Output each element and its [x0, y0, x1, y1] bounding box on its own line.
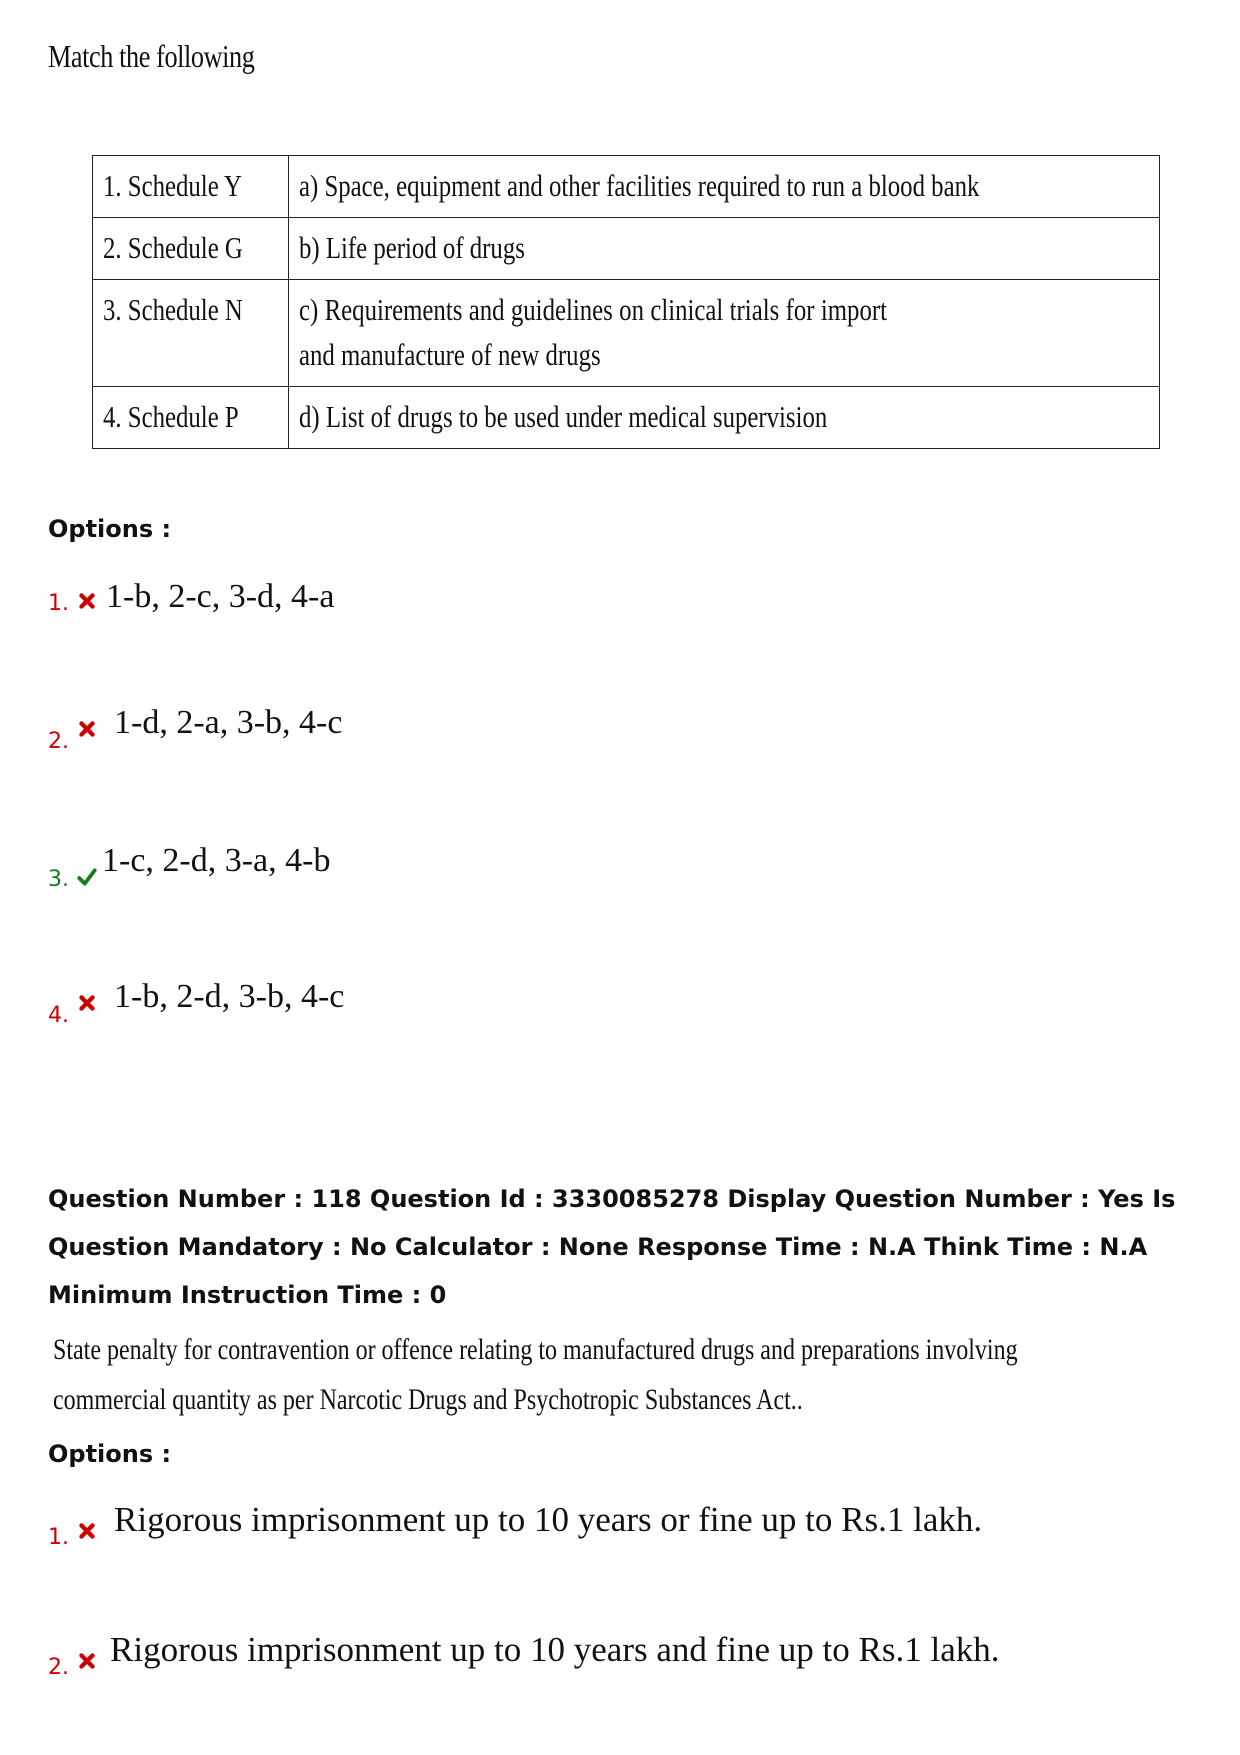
- question-title: Match the following: [48, 38, 255, 74]
- question-text-line: commercial quantity as per Narcotic Drugs and Psychotropic Substances Act..: [53, 1383, 803, 1416]
- cross-icon: [76, 1650, 98, 1672]
- option-3[interactable]: [48, 842, 330, 892]
- question-metadata: Question Number : 118 Question Id : 3330085278 Display Question Number : Yes Is Question Mandatory : No Calculator : None Response Time : N.A Think Time : N.A Minimum Instruction Time : 0: [48, 1185, 1176, 1309]
- option-text: 1-b, 2-c, 3-d, 4-a: [106, 578, 335, 615]
- table-row: [93, 386, 1160, 448]
- table-cell-right: c) Requirements and guidelines on clinical trials for import and manufacture of new drugs: [288, 279, 1160, 386]
- options-label: Options :: [48, 515, 172, 543]
- cross-icon: [76, 1520, 98, 1542]
- table-row: [93, 279, 1160, 386]
- option-2[interactable]: [48, 704, 342, 754]
- option-number: 2.: [48, 729, 69, 754]
- table-cell-left: 1. Schedule Y: [93, 156, 289, 218]
- table-row: [93, 156, 1160, 218]
- question-text-line: State penalty for contravention or offence relating to manufactured drugs and preparations involving: [53, 1333, 1018, 1366]
- option-number: 1.: [48, 591, 69, 616]
- option-1[interactable]: [48, 1500, 982, 1550]
- option-text: 1-b, 2-d, 3-b, 4-c: [114, 978, 345, 1015]
- option-number: 2.: [48, 1655, 69, 1680]
- option-text: Rigorous imprisonment up to 10 years and fine up to Rs.1 lakh.: [110, 1630, 1000, 1669]
- option-2[interactable]: [48, 1630, 1000, 1680]
- option-number: 3.: [48, 867, 69, 892]
- options-label: Options :: [48, 1440, 172, 1468]
- table-cell-right: a) Space, equipment and other facilities required to run a blood bank: [288, 156, 1160, 218]
- option-number: 4.: [48, 1003, 69, 1028]
- check-icon: [76, 866, 98, 888]
- option-1[interactable]: [48, 578, 334, 616]
- table-cell-left: 3. Schedule N: [93, 279, 289, 386]
- option-text: Rigorous imprisonment up to 10 years or fine up to Rs.1 lakh.: [114, 1500, 983, 1539]
- table-cell-right: d) List of drugs to be used under medical supervision: [288, 386, 1160, 448]
- table-row: [93, 217, 1160, 279]
- option-4[interactable]: [48, 978, 344, 1028]
- cross-icon: [76, 590, 98, 612]
- option-number: 1.: [48, 1525, 69, 1550]
- table-cell-left: 2. Schedule G: [93, 217, 289, 279]
- match-table: [92, 155, 1160, 449]
- option-text: 1-d, 2-a, 3-b, 4-c: [114, 704, 343, 741]
- table-cell-left: 4. Schedule P: [93, 386, 289, 448]
- table-cell-right: b) Life period of drugs: [288, 217, 1160, 279]
- option-text: 1-c, 2-d, 3-a, 4-b: [102, 842, 331, 879]
- cross-icon: [76, 718, 98, 740]
- question-text: [53, 1325, 1053, 1425]
- cross-icon: [76, 992, 98, 1014]
